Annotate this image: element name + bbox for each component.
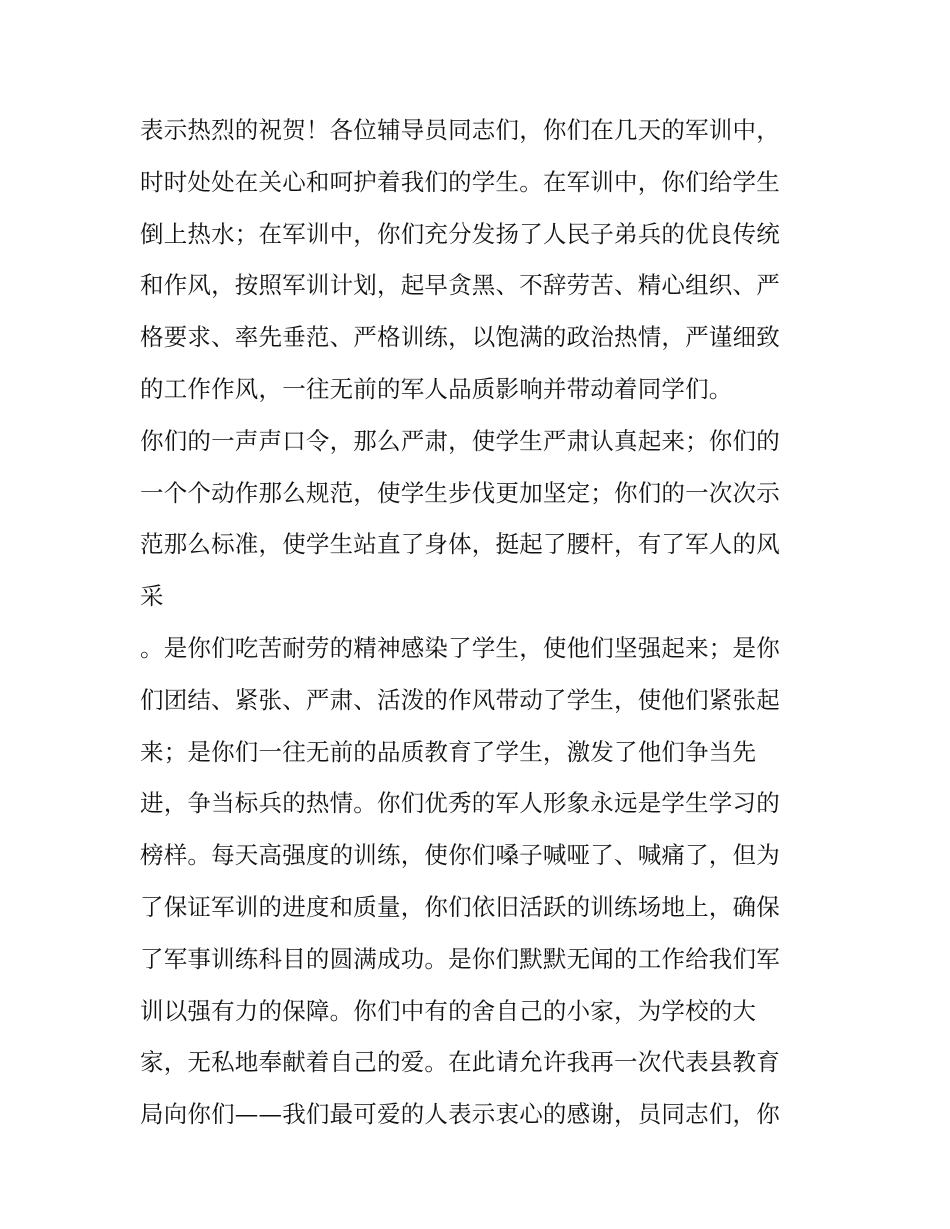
text-line: 局向你们——我们最可爱的人表示衷心的感谢，员同志们，你 bbox=[140, 1100, 780, 1129]
text-line: 一个个动作那么规范，使学生步伐更加坚定；你们的一次次示 bbox=[140, 478, 780, 507]
text-line: 了军事训练科目的圆满成功。是你们默默无闻的工作给我们军 bbox=[140, 944, 780, 973]
text-line: 了保证军训的进度和质量，你们依旧活跃的训练场地上，确保 bbox=[140, 892, 780, 921]
text-line: 时时处处在关心和呵护着我们的学生。在军训中，你们给学生 bbox=[140, 167, 780, 196]
text-line: 进，争当标兵的热情。你们优秀的军人形象永远是学生学习的 bbox=[140, 789, 780, 818]
text-line: 和作风，按照军训计划，起早贪黑、不辞劳苦、精心组织、严 bbox=[140, 271, 780, 300]
text-line: 的工作作风，一往无前的军人品质影响并带动着同学们。 bbox=[140, 374, 733, 403]
text-line: 范那么标准，使学生站直了身体，挺起了腰杆，有了军人的风 bbox=[140, 530, 780, 559]
text-line: 来；是你们一往无前的品质教育了学生，激发了他们争当先 bbox=[140, 737, 757, 766]
text-line: 表示热烈的祝贺！各位辅导员同志们，你们在几天的军训中， bbox=[140, 116, 780, 144]
text-line: 训以强有力的保障。你们中有的舍自己的小家，为学校的大 bbox=[140, 996, 757, 1025]
text-line: 采 bbox=[140, 582, 164, 611]
text-line: 榜样。每天高强度的训练，使你们嗓子喊哑了、喊痛了，但为 bbox=[140, 841, 780, 870]
text-line: 你们的一声声口令，那么严肃，使学生严肃认真起来；你们的 bbox=[140, 426, 780, 455]
text-line: 格要求、率先垂范、严格训练，以饱满的政治热情，严谨细致 bbox=[140, 323, 780, 352]
text-line: 家，无私地奉献着自己的爱。在此请允许我再一次代表县教育 bbox=[140, 1048, 780, 1077]
text-line: 倒上热水；在军训中，你们充分发扬了人民子弟兵的优良传统 bbox=[140, 219, 780, 248]
text-line: 们团结、紧张、严肃、活泼的作风带动了学生，使他们紧张起 bbox=[140, 685, 780, 714]
body-text bbox=[140, 105, 840, 1141]
text-line: 。是你们吃苦耐劳的精神感染了学生，使他们坚强起来；是你 bbox=[140, 633, 780, 662]
